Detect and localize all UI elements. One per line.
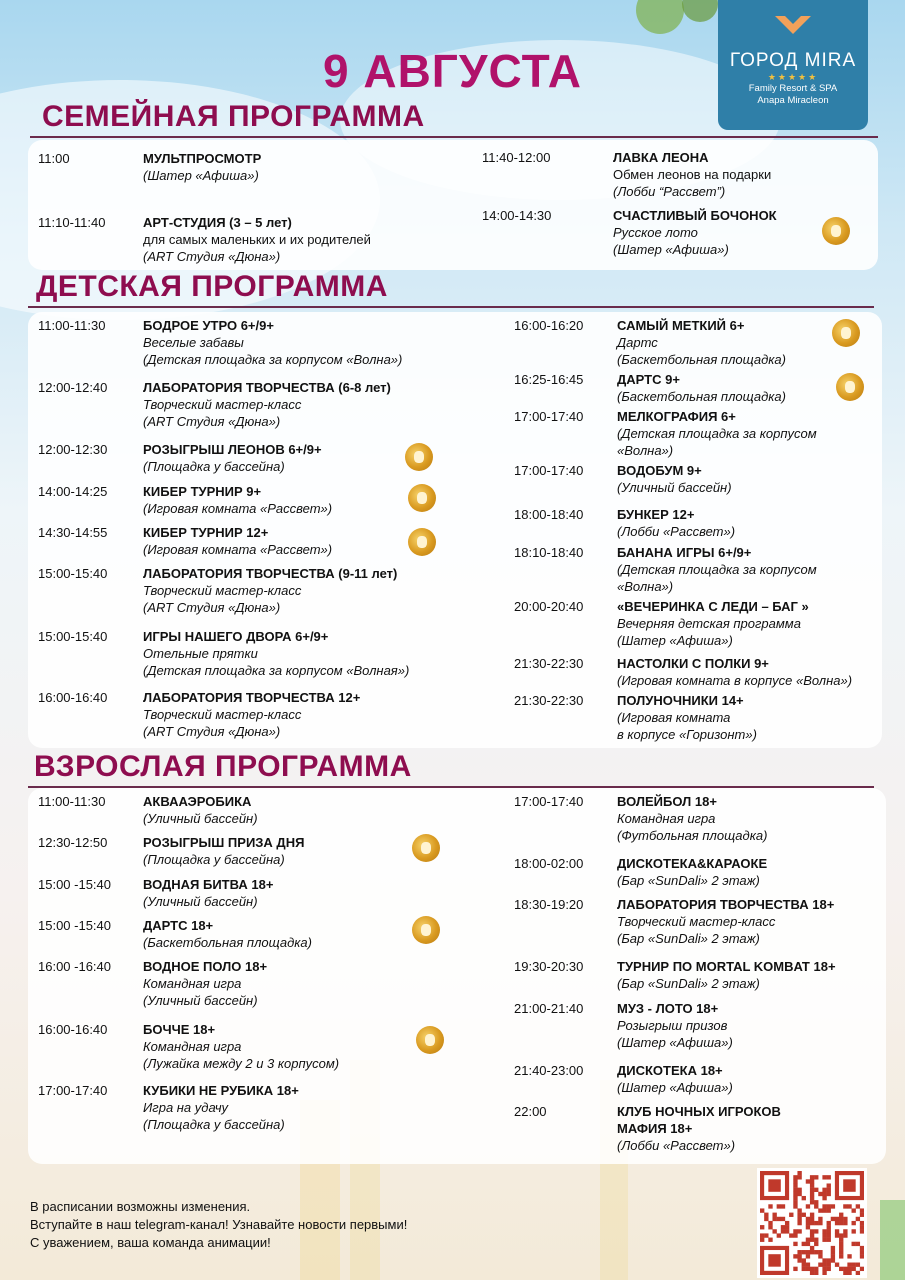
event-details: (Футбольная площадка) (617, 828, 768, 843)
event-details: «Волна») (617, 443, 674, 458)
event-name: ВОЛЕЙБОЛ 18+ (617, 794, 717, 809)
lion-coin-icon (832, 319, 860, 347)
event-name: ЛАБОРАТОРИЯ ТВОРЧЕСТВА 12+ (143, 690, 361, 705)
event-time: 21:30-22:30 (514, 693, 584, 708)
event-name: НАСТОЛКИ С ПОЛКИ 9+ (617, 656, 769, 671)
event-time: 15:00-15:40 (38, 566, 108, 581)
event-details: Командная игра (617, 811, 716, 826)
event-body (617, 462, 732, 496)
event-time: 22:00 (514, 1104, 547, 1119)
section-adults-title: ВЗРОСЛАЯ ПРОГРАММА (34, 750, 412, 783)
event-body (617, 793, 767, 844)
event-name: МЕЛКОГРАФИЯ 6+ (617, 409, 736, 424)
event-body (143, 317, 402, 368)
event-details: (Шатер «Афиша») (143, 168, 259, 183)
event-time: 21:30-22:30 (514, 656, 584, 671)
event-time: 18:00-18:40 (514, 507, 584, 522)
event-details: (Детская площадка за корпусом «Волна») (143, 352, 403, 367)
event-details: (ART Студия «Дюна») (143, 249, 281, 264)
event-body (143, 793, 258, 827)
event-time: 18:30-19:20 (514, 897, 584, 912)
event-details: (Лобби «Рассвет») (617, 1138, 736, 1153)
event-body (617, 855, 767, 889)
event-body (143, 876, 273, 910)
event-name: РОЗЫГРЫШ ПРИЗА ДНЯ (143, 835, 305, 850)
event-name: БАНАНА ИГРЫ 6+/9+ (617, 545, 752, 560)
event-details: (Баскетбольная площадка) (617, 352, 786, 367)
date-title: 9 АВГУСТА (323, 45, 582, 97)
event-body (617, 1000, 733, 1051)
event-details: Веселые забавы (143, 335, 244, 350)
event-name: ЛАБОРАТОРИЯ ТВОРЧЕСТВА (6-8 лет) (143, 380, 391, 395)
event-body (143, 917, 312, 951)
event-details: (Игровая комната (617, 710, 731, 725)
event-body (617, 544, 817, 595)
event-details: (Уличный бассейн) (143, 894, 258, 909)
logo-line1: Family Resort & SPA (748, 83, 838, 94)
event-time: 16:00-16:40 (38, 1022, 108, 1037)
qr-code[interactable] (757, 1168, 867, 1278)
event-name: ТУРНИР ПО MORTAL KOMBAT 18+ (617, 959, 836, 974)
event-description: Обмен леонов на подарки (613, 167, 772, 182)
event-name: КЛУБ НОЧНЫХ ИГРОКОВ (617, 1104, 781, 1119)
event-body (617, 1062, 733, 1096)
event-name: ДАРТС 18+ (143, 918, 214, 933)
lion-coin-icon (412, 834, 440, 862)
event-name: ИГРЫ НАШЕГО ДВОРА 6+/9+ (143, 629, 329, 644)
event-body (143, 689, 360, 740)
event-time: 14:30-14:55 (38, 525, 108, 540)
event-name: АКВААЭРОБИКА (143, 794, 252, 809)
event-time: 16:25-16:45 (514, 372, 584, 387)
qr-code-icon (760, 1171, 864, 1275)
event-name: КИБЕР ТУРНИР 9+ (143, 484, 262, 499)
event-time: 11:00-11:30 (38, 318, 106, 333)
logo-line2: Anapa Miracleon (757, 95, 829, 106)
event-time: 16:00-16:20 (514, 318, 584, 333)
event-details: (Баскетбольная площадка) (143, 935, 312, 950)
lion-coin-icon (405, 443, 433, 471)
footer-line: Вступайте в наш telegram-канал! Узнавайте новости первыми! (30, 1217, 408, 1232)
event-name: ДАРТС 9+ (617, 372, 680, 387)
event-time: 17:00-17:40 (514, 794, 584, 809)
event-body (617, 692, 757, 743)
event-name: ВОДОБУМ 9+ (617, 463, 702, 478)
event-name: ЛАБОРАТОРИЯ ТВОРЧЕСТВА 18+ (617, 897, 835, 912)
event-name: ДИСКОТЕКА&КАРАОКЕ (617, 856, 768, 871)
event-details: (Детская площадка за корпусом (617, 562, 817, 577)
event-body (617, 896, 834, 947)
event-details: (Детская площадка за корпусом (617, 426, 817, 441)
event-details: (Шатер «Афиша») (617, 1080, 733, 1095)
event-time: 12:00-12:30 (38, 442, 108, 457)
event-time: 21:00-21:40 (514, 1001, 584, 1016)
event-body (143, 628, 409, 679)
event-body (617, 655, 852, 689)
event-details: (Шатер «Афиша») (613, 242, 729, 257)
event-body (617, 1103, 781, 1154)
event-details: (Игровая комната в корпусе «Волна») (617, 673, 853, 688)
event-body (143, 958, 267, 1009)
event-details: (Игровая комната «Рассвет») (143, 542, 333, 557)
event-body (617, 598, 809, 649)
event-time: 11:10-11:40 (38, 215, 106, 230)
event-body (143, 565, 397, 616)
event-details: Розыгрыш призов (617, 1018, 728, 1033)
event-description: для самых маленьких и их родителей (143, 232, 371, 247)
event-time: 17:00-17:40 (514, 409, 584, 424)
lion-coin-icon (416, 1026, 444, 1054)
event-body (617, 371, 786, 405)
section-divider (30, 136, 878, 138)
event-details: (Лобби «Рассвет») (617, 524, 736, 539)
event-details: Творческий мастер-класс (143, 583, 302, 598)
event-name: БУНКЕР 12+ (617, 507, 695, 522)
event-time: 20:00-20:40 (514, 599, 584, 614)
event-name: ВОДНАЯ БИТВА 18+ (143, 877, 274, 892)
event-body (143, 834, 304, 868)
event-body (617, 317, 786, 368)
lion-coin-icon (408, 484, 436, 512)
event-time: 15:00-15:40 (38, 629, 108, 644)
event-details: Командная игра (143, 976, 242, 991)
event-time: 14:00-14:30 (482, 208, 552, 223)
event-details: (Уличный бассейн) (143, 993, 258, 1008)
event-details: (Площадка у бассейна) (143, 459, 285, 474)
event-name: МАФИЯ 18+ (617, 1121, 693, 1136)
event-time: 17:00-17:40 (514, 463, 584, 478)
event-body (143, 1082, 299, 1133)
event-name: ВОДНОЕ ПОЛО 18+ (143, 959, 268, 974)
event-name: РОЗЫГРЫШ ЛЕОНОВ 6+/9+ (143, 442, 322, 457)
event-time: 11:40-12:00 (482, 150, 551, 165)
event-details: Игра на удачу (143, 1100, 229, 1115)
event-time: 19:30-20:30 (514, 959, 584, 974)
event-details: Творческий мастер-класс (617, 914, 776, 929)
section-family-title: СЕМЕЙНАЯ ПРОГРАММА (42, 100, 425, 133)
heart-logo-icon (771, 10, 815, 40)
event-time: 11:00-11:30 (38, 794, 106, 809)
event-name: ДИСКОТЕКА 18+ (617, 1063, 723, 1078)
event-details: (Бар «SunDali» 2 этаж) (617, 873, 760, 888)
event-name: БОЧЧЕ 18+ (143, 1022, 216, 1037)
event-details: Отельные прятки (143, 646, 258, 661)
lion-coin-icon (822, 217, 850, 245)
event-time: 18:10-18:40 (514, 545, 584, 560)
event-details: (ART Студия «Дюна») (143, 600, 281, 615)
event-body (613, 149, 771, 200)
event-body (143, 150, 261, 184)
event-name: КУБИКИ НЕ РУБИКА 18+ (143, 1083, 299, 1098)
footer-notes (30, 1198, 407, 1252)
section-kids-title: ДЕТСКАЯ ПРОГРАММА (36, 270, 388, 303)
footer-line: С уважением, ваша команда анимации! (30, 1235, 271, 1250)
event-details: Дартс (617, 335, 658, 350)
event-details: (Детская площадка за корпусом «Волная») (143, 663, 410, 678)
event-details: (ART Студия «Дюна») (143, 724, 281, 739)
lion-coin-icon (408, 528, 436, 556)
event-body (617, 408, 817, 459)
event-details: Творческий мастер-класс (143, 707, 302, 722)
event-name: МУЗ - ЛОТО 18+ (617, 1001, 719, 1016)
event-body (143, 524, 332, 558)
event-body (143, 379, 391, 430)
event-time: 16:00 -16:40 (38, 959, 112, 974)
event-name: КИБЕР ТУРНИР 12+ (143, 525, 269, 540)
event-body (143, 1021, 339, 1072)
event-name: СЧАСТЛИВЫЙ БОЧОНОК (613, 208, 777, 223)
event-details: (Шатер «Афиша») (617, 633, 733, 648)
event-details: (Бар «SunDali» 2 этаж) (617, 976, 760, 991)
event-time: 11:00 (38, 151, 70, 166)
logo-brand: ГОРОД MIRA (729, 50, 857, 71)
event-name: «ВЕЧЕРИНКА С ЛЕДИ – БАГ » (617, 599, 809, 614)
event-body (143, 483, 332, 517)
event-name: САМЫЙ МЕТКИЙ 6+ (617, 318, 745, 333)
event-body (617, 958, 836, 992)
event-name: МУЛЬТПРОСМОТР (143, 151, 262, 166)
event-details: (ART Студия «Дюна») (143, 414, 281, 429)
event-details: Творческий мастер-класс (143, 397, 302, 412)
event-time: 15:00 -15:40 (38, 918, 112, 933)
event-body (143, 441, 322, 475)
lion-coin-icon (836, 373, 864, 401)
event-details: (Игровая комната «Рассвет») (143, 501, 333, 516)
event-name: АРТ-СТУДИЯ (3 – 5 лет) (143, 215, 292, 230)
event-body (613, 207, 777, 258)
lion-coin-icon (412, 916, 440, 944)
event-details: (Уличный бассейн) (143, 811, 258, 826)
event-details: в корпусе «Горизонт») (617, 727, 757, 742)
event-name: ЛАБОРАТОРИЯ ТВОРЧЕСТВА (9-11 лет) (143, 566, 398, 581)
event-time: 14:00-14:25 (38, 484, 108, 499)
event-details: (Площадка у бассейна) (143, 1117, 285, 1132)
event-details: Русское лото (613, 225, 698, 240)
event-details: (Лобби “Рассвет”) (613, 184, 726, 199)
event-time: 18:00-02:00 (514, 856, 584, 871)
event-time: 15:00 -15:40 (38, 877, 112, 892)
event-details: Командная игра (143, 1039, 242, 1054)
event-details: Вечерняя детская программа (617, 616, 801, 631)
event-details: (Бар «SunDali» 2 этаж) (617, 931, 760, 946)
event-body (617, 506, 735, 540)
event-time: 17:00-17:40 (38, 1083, 108, 1098)
event-details: «Волна») (617, 579, 674, 594)
event-time: 12:00-12:40 (38, 380, 108, 395)
logo-stars: ★★★★★ (767, 72, 819, 82)
section-divider (28, 306, 874, 308)
event-body (143, 214, 371, 265)
event-details: (Площадка у бассейна) (143, 852, 285, 867)
event-time: 21:40-23:00 (514, 1063, 584, 1078)
event-details: (Лужайка между 2 и 3 корпусом) (143, 1056, 340, 1071)
event-name: ЛАВКА ЛЕОНА (613, 150, 709, 165)
event-time: 12:30-12:50 (38, 835, 108, 850)
footer-line: В расписании возможны изменения. (30, 1199, 251, 1214)
event-details: (Баскетбольная площадка) (617, 389, 786, 404)
event-name: БОДРОЕ УТРО 6+/9+ (143, 318, 274, 333)
event-time: 16:00-16:40 (38, 690, 108, 705)
event-details: (Уличный бассейн) (617, 480, 732, 495)
event-details: (Шатер «Афиша») (617, 1035, 733, 1050)
event-name: ПОЛУНОЧНИКИ 14+ (617, 693, 744, 708)
